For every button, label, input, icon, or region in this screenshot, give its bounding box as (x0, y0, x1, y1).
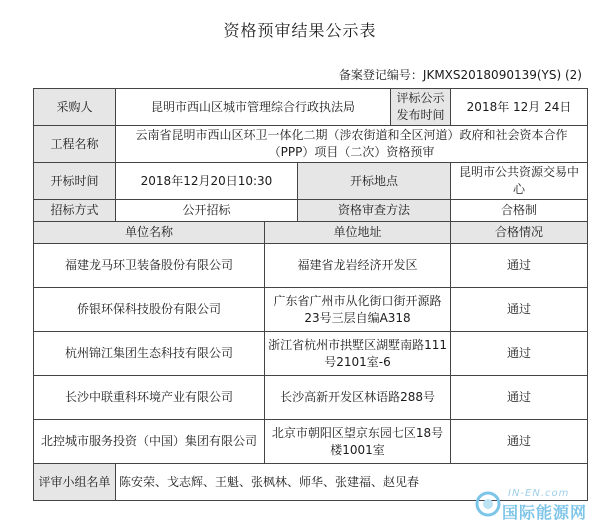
purchaser-value: 昆明市西山区城市管理综合行政执法局 (116, 89, 391, 126)
review-method-label: 资格审查方法 (298, 200, 451, 222)
open-time-value: 2018年12月20日10:30 (116, 163, 298, 200)
company-name: 福建龙马环卫装备股份有限公司 (34, 244, 265, 288)
project-label: 工程名称 (34, 126, 116, 163)
company-status-header: 合格情况 (451, 222, 588, 244)
company-name: 侨银环保科技股份有限公司 (34, 288, 265, 332)
document-title: 资格预审结果公示表 (223, 21, 377, 40)
method-row (34, 200, 588, 222)
site-watermark (474, 486, 592, 520)
company-address-header: 单位地址 (265, 222, 451, 244)
bid-method-label: 招标方式 (34, 200, 116, 222)
open-time-row (34, 163, 588, 200)
project-row (34, 126, 588, 163)
open-place-value: 昆明市公共资源交易中心 (451, 163, 588, 200)
company-address: 北京市朝阳区望京东园七区18号楼1001室 (265, 420, 451, 464)
review-method-value: 合格制 (451, 200, 588, 222)
companies-header-row (34, 222, 588, 244)
company-name: 长沙中联重科环境产业有限公司 (34, 376, 265, 420)
project-value: 云南省昆明市西山区环卫一体化二期（涉农街道和全区河道）政府和社会资本合作（PPP）项目（二次）资格预审 (116, 126, 588, 163)
company-name-header: 单位名称 (34, 222, 265, 244)
table-row (34, 288, 588, 332)
company-status: 通过 (451, 332, 588, 376)
record-number: 备案登记编号：JKMXS2018090139(YS) (2) (338, 68, 582, 82)
company-status: 通过 (451, 288, 588, 332)
purchaser-label: 采购人 (34, 89, 116, 126)
company-name: 杭州锦江集团生态科技有限公司 (34, 332, 265, 376)
company-address: 福建省龙岩经济开发区 (265, 244, 451, 288)
result-table (33, 88, 588, 501)
table-row (34, 244, 588, 288)
company-status: 通过 (451, 376, 588, 420)
watermark-domain: IN-EN.com (508, 488, 570, 499)
table-row (34, 376, 588, 420)
publish-date-label: 评标公示发布时间 (391, 89, 451, 126)
publish-date-value: 2018年 12月 24日 (451, 89, 588, 126)
purchaser-row (34, 89, 588, 126)
open-time-label: 开标时间 (34, 163, 116, 200)
bid-method-value: 公开招标 (116, 200, 298, 222)
company-address: 长沙高新开发区林语路288号 (265, 376, 451, 420)
committee-label: 评审小组名单 (34, 464, 116, 501)
company-address: 浙江省杭州市拱墅区湖墅南路111号2101室-6 (265, 332, 451, 376)
company-name: 北控城市服务投资（中国）集团有限公司 (34, 420, 265, 464)
table-row (34, 420, 588, 464)
energy-logo-icon (474, 490, 502, 518)
committee-members: 陈安荣、戈志辉、王魁、张枫林、师华、张建福、赵见春 (116, 464, 588, 501)
company-status: 通过 (451, 420, 588, 464)
table-row (34, 332, 588, 376)
watermark-name: 国际能源网 (502, 503, 588, 522)
open-place-label: 开标地点 (298, 163, 451, 200)
company-status: 通过 (451, 244, 588, 288)
company-address: 广东省广州市从化街口街开源路23号三层自编A318 (265, 288, 451, 332)
